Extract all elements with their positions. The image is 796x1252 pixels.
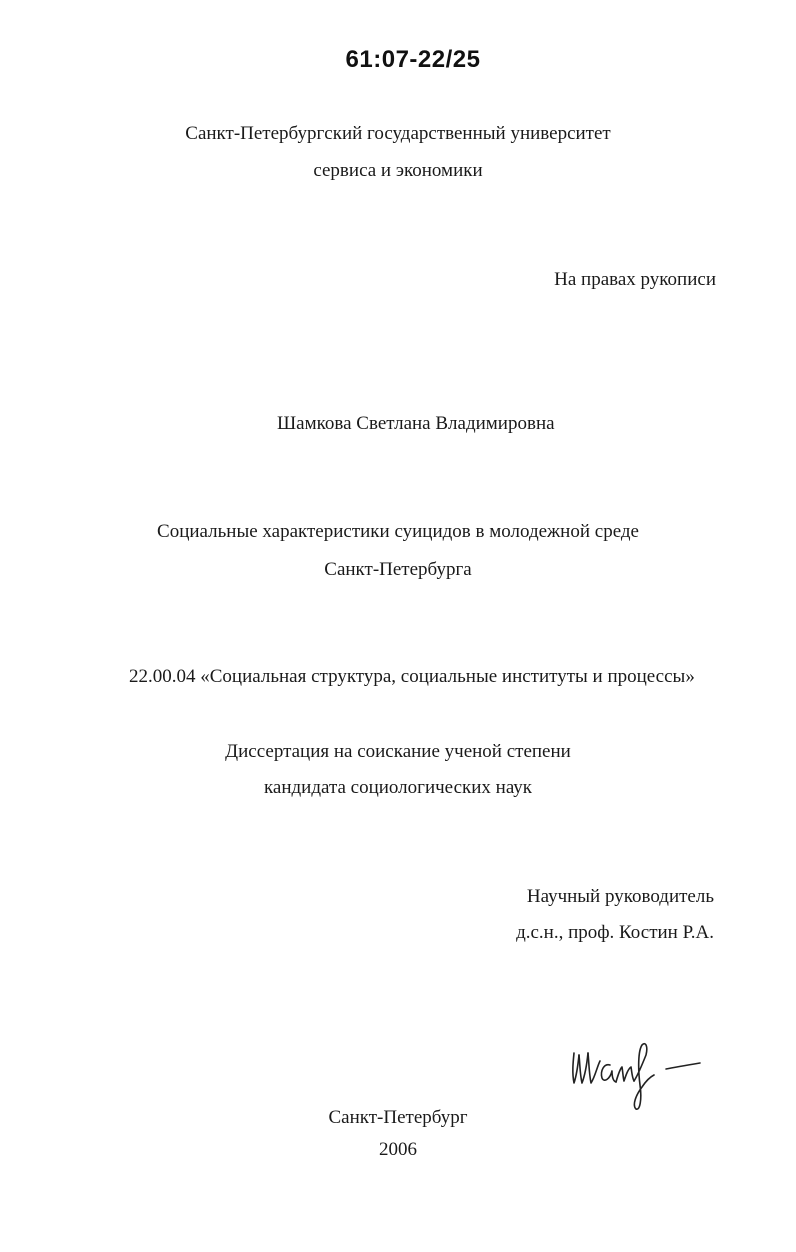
city: Санкт-Петербург bbox=[328, 1107, 468, 1128]
supervisor-label: Научный руководитель bbox=[526, 886, 714, 907]
degree-line-1: Диссертация на соискание ученой степени bbox=[225, 741, 571, 762]
institution-line-1: Санкт-Петербургский государственный университет bbox=[185, 123, 611, 144]
institution-line-2: сервиса и экономики bbox=[313, 160, 483, 181]
year: 2006 bbox=[379, 1139, 417, 1160]
dissertation-title-line-2: Санкт-Петербурга bbox=[324, 559, 472, 580]
supervisor-name: д.с.н., проф. Костин Р.А. bbox=[516, 922, 714, 943]
dissertation-title-line-1: Социальные характеристики суицидов в молодежной среде bbox=[157, 521, 639, 542]
manuscript-notice: На правах рукописи bbox=[554, 269, 716, 290]
registration-number: 61:07-22/25 bbox=[345, 46, 481, 73]
specialty-code: 22.00.04 «Социальная структура, социальные институты и процессы» bbox=[129, 666, 695, 687]
author-name: Шамкова Светлана Владимировна bbox=[277, 413, 555, 434]
handwritten-signature bbox=[566, 1025, 706, 1115]
degree-line-2: кандидата социологических наук bbox=[263, 777, 533, 798]
